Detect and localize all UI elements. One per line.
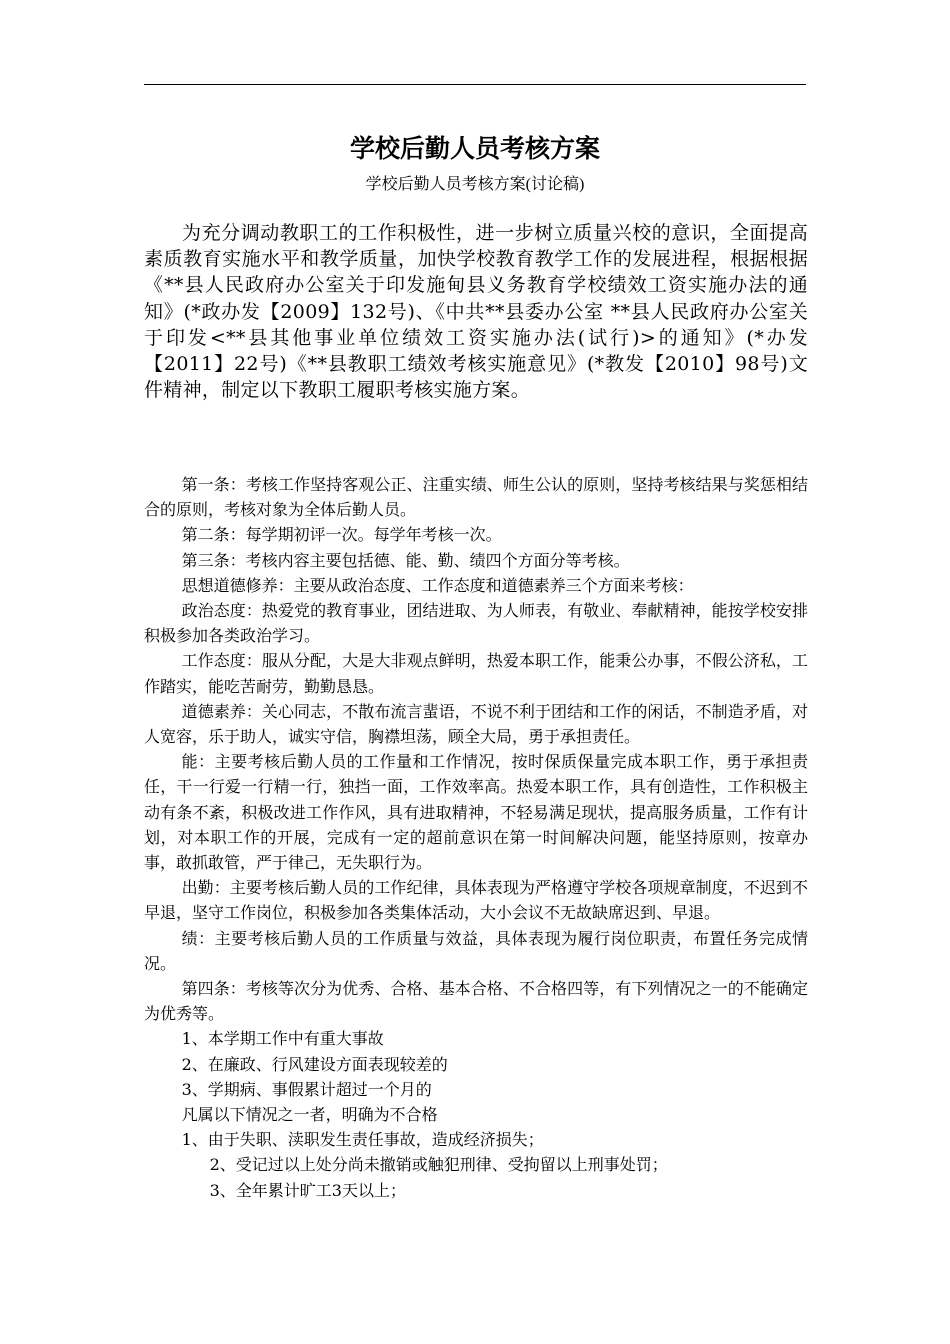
moral-heading: 思想道德修养：主要从政治态度、工作态度和道德素养三个方面来考核：	[181, 575, 694, 595]
list-item: 1、本学期工作中有重大事故	[181, 1029, 384, 1049]
attendance-section: 出勤：主要考核后勤人员的工作纪律，具体表现为严格遵守学校各项规章制度，不迟到不早退，坚守工作岗位，积极参加各类集体活动，大小会议不无故缺席迟到、早退。	[144, 878, 808, 923]
article-4: 第四条：考核等次分为优秀、合格、基本合格、不合格四等，有下列情况之一的不能确定为优秀等。	[144, 979, 808, 1024]
header-rule	[144, 84, 806, 85]
article-3: 第三条：考核内容主要包括德、能、勤、绩四个方面分等考核。	[181, 550, 630, 570]
document-subtitle: 学校后勤人员考核方案(讨论稿)	[365, 176, 585, 193]
political-attitude: 政治态度：热爱党的教育事业，团结进取、为人师表，有敬业、奉献精神，能按学校安排积极参加各类政治学习。	[144, 601, 808, 646]
work-attitude: 工作态度：服从分配，大是大非观点鲜明，热爱本职工作，能秉公办事，不假公济私，工作踏实，能吃苦耐劳，勤勤恳恳。	[144, 651, 808, 696]
unqualified-heading: 凡属以下情况之一者，明确为不合格	[181, 1105, 438, 1125]
ability-section: 能：主要考核后勤人员的工作量和工作情况，按时保质保量完成本职工作，勇于承担责任，干一行爱一行精一行，独挡一面，工作效率高。热爱本职工作，具有创造性，工作积极主动有条不紊，积极改进工作作风，具有进取精神，不轻易满足现状，提高服务质量，工作有计划，对本职工作的开展，完成有一定的超前意识在第一时间解决问题，能坚持原则，按章办事，敢抓敢管，严于律己，无失职行为。	[144, 752, 808, 873]
list-item: 2、在廉政、行风建设方面表现较差的	[181, 1054, 448, 1074]
article-2: 第二条：每学期初评一次。每学年考核一次。	[181, 525, 502, 545]
moral-quality: 道德素养：关心同志，不散布流言蜚语，不说不利于团结和工作的闲话，不制造矛盾，对人宽容，乐于助人，诚实守信，胸襟坦荡，顾全大局，勇于承担责任。	[144, 701, 808, 747]
list-item: 3、学期病、事假累计超过一个月的	[181, 1079, 432, 1099]
list-item: 1、由于失职、渎职发生责任事故，造成经济损失；	[181, 1130, 544, 1150]
list-item: 2、受记过以上处分尚未撤销或触犯刑律、受拘留以上刑事处罚；	[209, 1155, 668, 1175]
document-body	[144, 472, 808, 1203]
intro-paragraph: 为充分调动教职工的工作积极性，进一步树立质量兴校的意识，全面提高素质教育实施水平和教学质量，加快学校教育教学工作的发展进程，根据根据《**县人民政府办公室关于印发施甸县义务教育学校绩效工资实施办法的通知》(*政办发【2009】132号)、《中共**县委办公室 **县人民政府办公室关于印发<**县其他事业单位绩效工资实施办法(试行)>的通知》(*办发【2011】22号)《**县教职工绩效考核实施意见》(*教发【2010】98号)文件精神，制定以下教职工履职考核实施方案。	[144, 222, 808, 402]
list-item: 3、全年累计旷工3天以上；	[209, 1180, 406, 1200]
article-1: 第一条：考核工作坚持客观公正、注重实绩、师生公认的原则，坚持考核结果与奖惩相结合的原则，考核对象为全体后勤人员。	[144, 475, 808, 520]
performance-section: 绩：主要考核后勤人员的工作质量与效益，具体表现为履行岗位职责，布置任务完成情况。	[144, 928, 808, 973]
document-title: 学校后勤人员考核方案	[349, 134, 600, 163]
